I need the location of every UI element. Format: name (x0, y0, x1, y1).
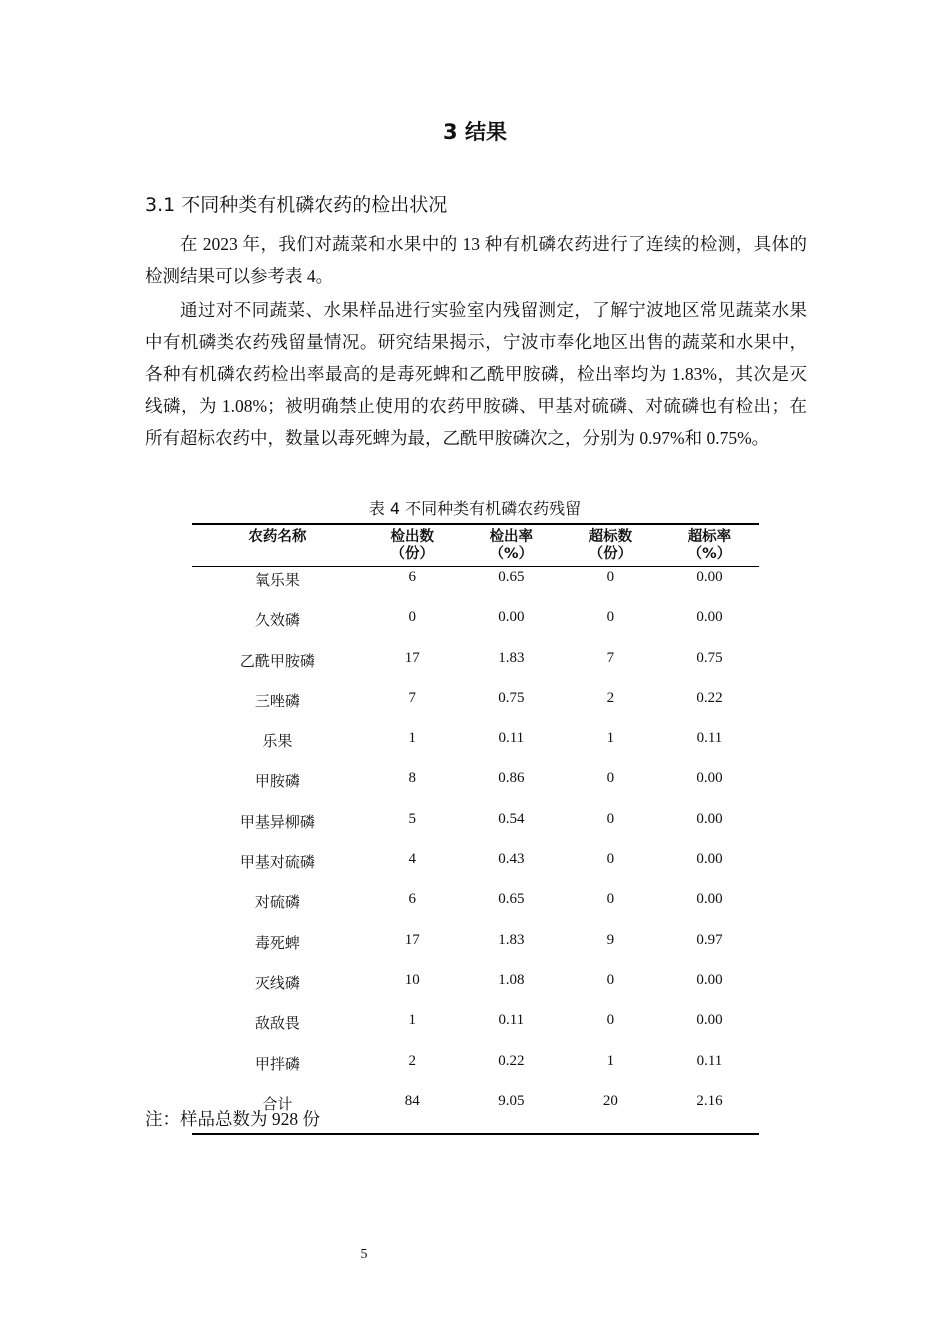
table-row: 毒死蜱 17 1.83 9 0.97 (254, 931, 723, 952)
table-row: 敌敌畏 1 0.11 0 0.00 (254, 1012, 723, 1033)
page-number: 5 (360, 1247, 368, 1262)
table-header-row (192, 524, 759, 567)
table-row: 甲基对硫磷 4 0.43 0 0.00 (239, 851, 723, 872)
table-row: 甲拌磷 2 0.22 1 0.11 (254, 1052, 723, 1073)
header-detect-count: 检出数 （份） (363, 524, 462, 567)
residue-table (192, 523, 759, 1135)
page-title: 3 结果 (443, 120, 507, 144)
paragraph-results: 通过对不同蔬菜、水果样品进行实验室内残留测定，了解宁波地区常见蔬菜水果中有机磷类农药残留量情况。研究结果揭示，宁波市奉化地区出售的蔬菜和水果中，各种有机磷农药检出率最高的是毒死蜱和乙酰甲胺磷，检出率均为 1.83%，其次是灭线磷，为 1.08%；被明确禁止使用的农药甲胺磷、甲基对硫磷、对硫磷也有检出；在所有超标农药中，数量以毒死蜱为最，乙酰甲胺磷次之，分别为 0.97%和 0.75%。 (145, 300, 807, 448)
table-total-row: 合计 84 9.05 20 2.16 (262, 1092, 723, 1113)
section-heading: 3.1 不同种类有机磷农药的检出状况 (145, 194, 448, 216)
header-pesticide-name: 农药名称 (192, 524, 363, 567)
header-detect-rate: 检出率 （%） (462, 524, 561, 567)
table-row: 三唑磷 7 0.75 2 0.22 (254, 689, 723, 710)
table-row: 乙酰甲胺磷 17 1.83 7 0.75 (239, 649, 723, 670)
paragraph-intro: 在 2023 年，我们对蔬菜和水果中的 13 种有机磷农药进行了连续的检测，具体的检测结果可以参考表 4。 (145, 234, 807, 286)
header-exceed-count: 超标数 （份） (561, 524, 660, 567)
table-row: 灭线磷 10 1.08 0 0.00 (254, 971, 723, 992)
table-row: 对硫磷 6 0.65 0 0.00 (254, 891, 723, 912)
table-row: 乐果 1 0.11 1 0.11 (262, 730, 723, 751)
table-row: 甲胺磷 8 0.86 0 0.00 (254, 770, 723, 791)
table-row: 氧乐果 6 0.65 0 0.00 (254, 569, 723, 589)
table-row: 甲基异柳磷 5 0.54 0 0.00 (239, 810, 723, 831)
table-note: 注：样品总数为 928 份 (145, 1109, 320, 1129)
header-exceed-rate: 超标率 （%） (660, 524, 759, 567)
table-caption: 表 4 不同种类有机磷农药残留 (368, 499, 582, 518)
table-row: 久效磷 0 0.00 0 0.00 (254, 609, 723, 630)
